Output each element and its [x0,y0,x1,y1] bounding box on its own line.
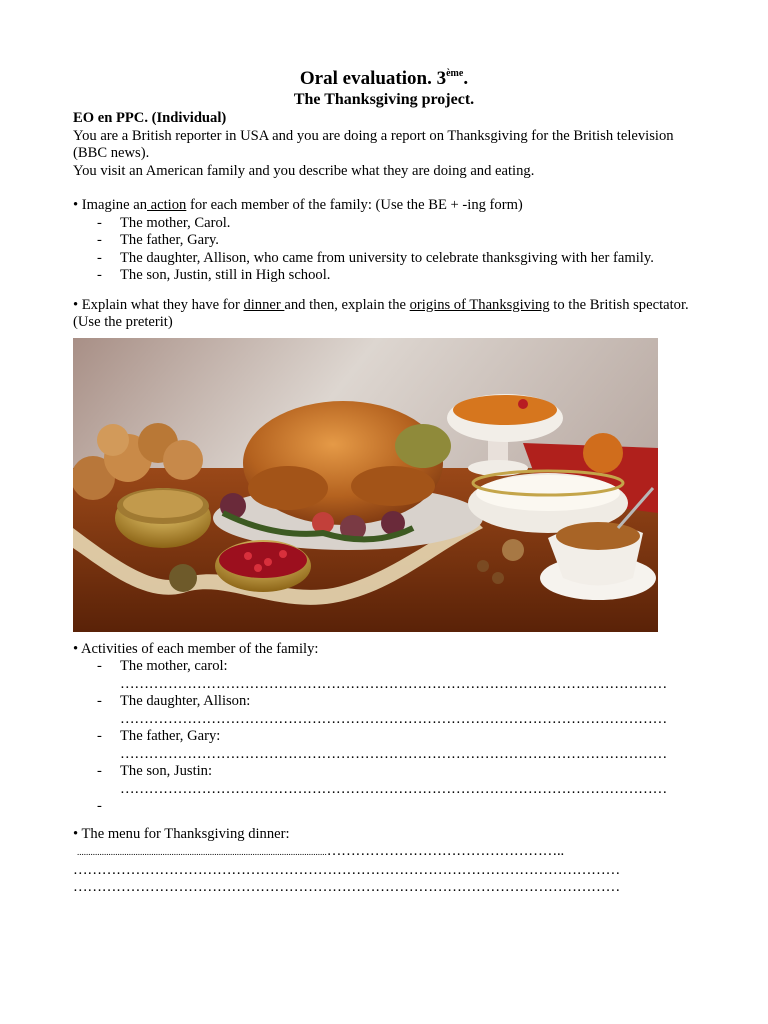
answer-line[interactable]: ...............................................................................................................………………………………………….. [77,843,564,859]
activities-heading: • Activities of each member of the family: [73,640,319,657]
list-item: - The son, Justin: …………………………………………………………………………………………………… [73,763,695,798]
list-item: - [97,798,102,814]
answer-line[interactable]: …………………………………………………………………………………………………… [73,879,620,895]
list-item: - The mother, carol: …………………………………………………………………………………………………… [73,658,695,693]
menu-heading: • The menu for Thanksgiving dinner: [73,825,290,842]
list-item: - The father, Gary. [97,232,219,248]
intro-line-1: You are a British reporter in USA and you are doing a report on Thanksgiving for the British television (BBC news). [73,127,674,161]
answer-line[interactable]: …………………………………………………………………………………………………… [120,780,667,797]
family-member-list [73,215,695,285]
answer-line[interactable]: …………………………………………………………………………………………………… [120,745,667,762]
worksheet [73,64,695,897]
page-title: Oral evaluation. 3ème. [299,68,469,89]
list-item: - The mother, Carol. [97,214,231,231]
answer-line[interactable]: …………………………………………………………………………………………………… [120,710,667,727]
list-item: - The son, Justin, still in High school. [97,267,331,283]
activities-list [73,658,695,816]
answer-line[interactable]: …………………………………………………………………………………………………… [120,675,667,692]
thanksgiving-dinner-photo [73,338,658,632]
list-item: - The daughter, Allison, who came from university to celebrate thanksgiving with her family. [97,249,654,266]
task-2-instruction: • Explain what they have for dinner and then, explain the origins of Thanksgiving to the British spectator. (Use the preterit) [73,296,689,330]
answer-line[interactable]: …………………………………………………………………………………………………… [73,861,620,878]
list-item: - The father, Gary: …………………………………………………………………………………………………… [73,728,695,763]
intro-line-2: You visit an American family and you describe what they are doing and eating. [73,162,535,179]
list-item: - The daughter, Allison: …………………………………………………………………………………………………… [73,693,695,728]
page-subtitle: The Thanksgiving project. [293,91,475,108]
task-1-instruction: • Imagine an action for each member of the family: (Use the BE + -ing form) [73,197,523,213]
section-heading: EO en PPC. (Individual) [73,110,227,126]
